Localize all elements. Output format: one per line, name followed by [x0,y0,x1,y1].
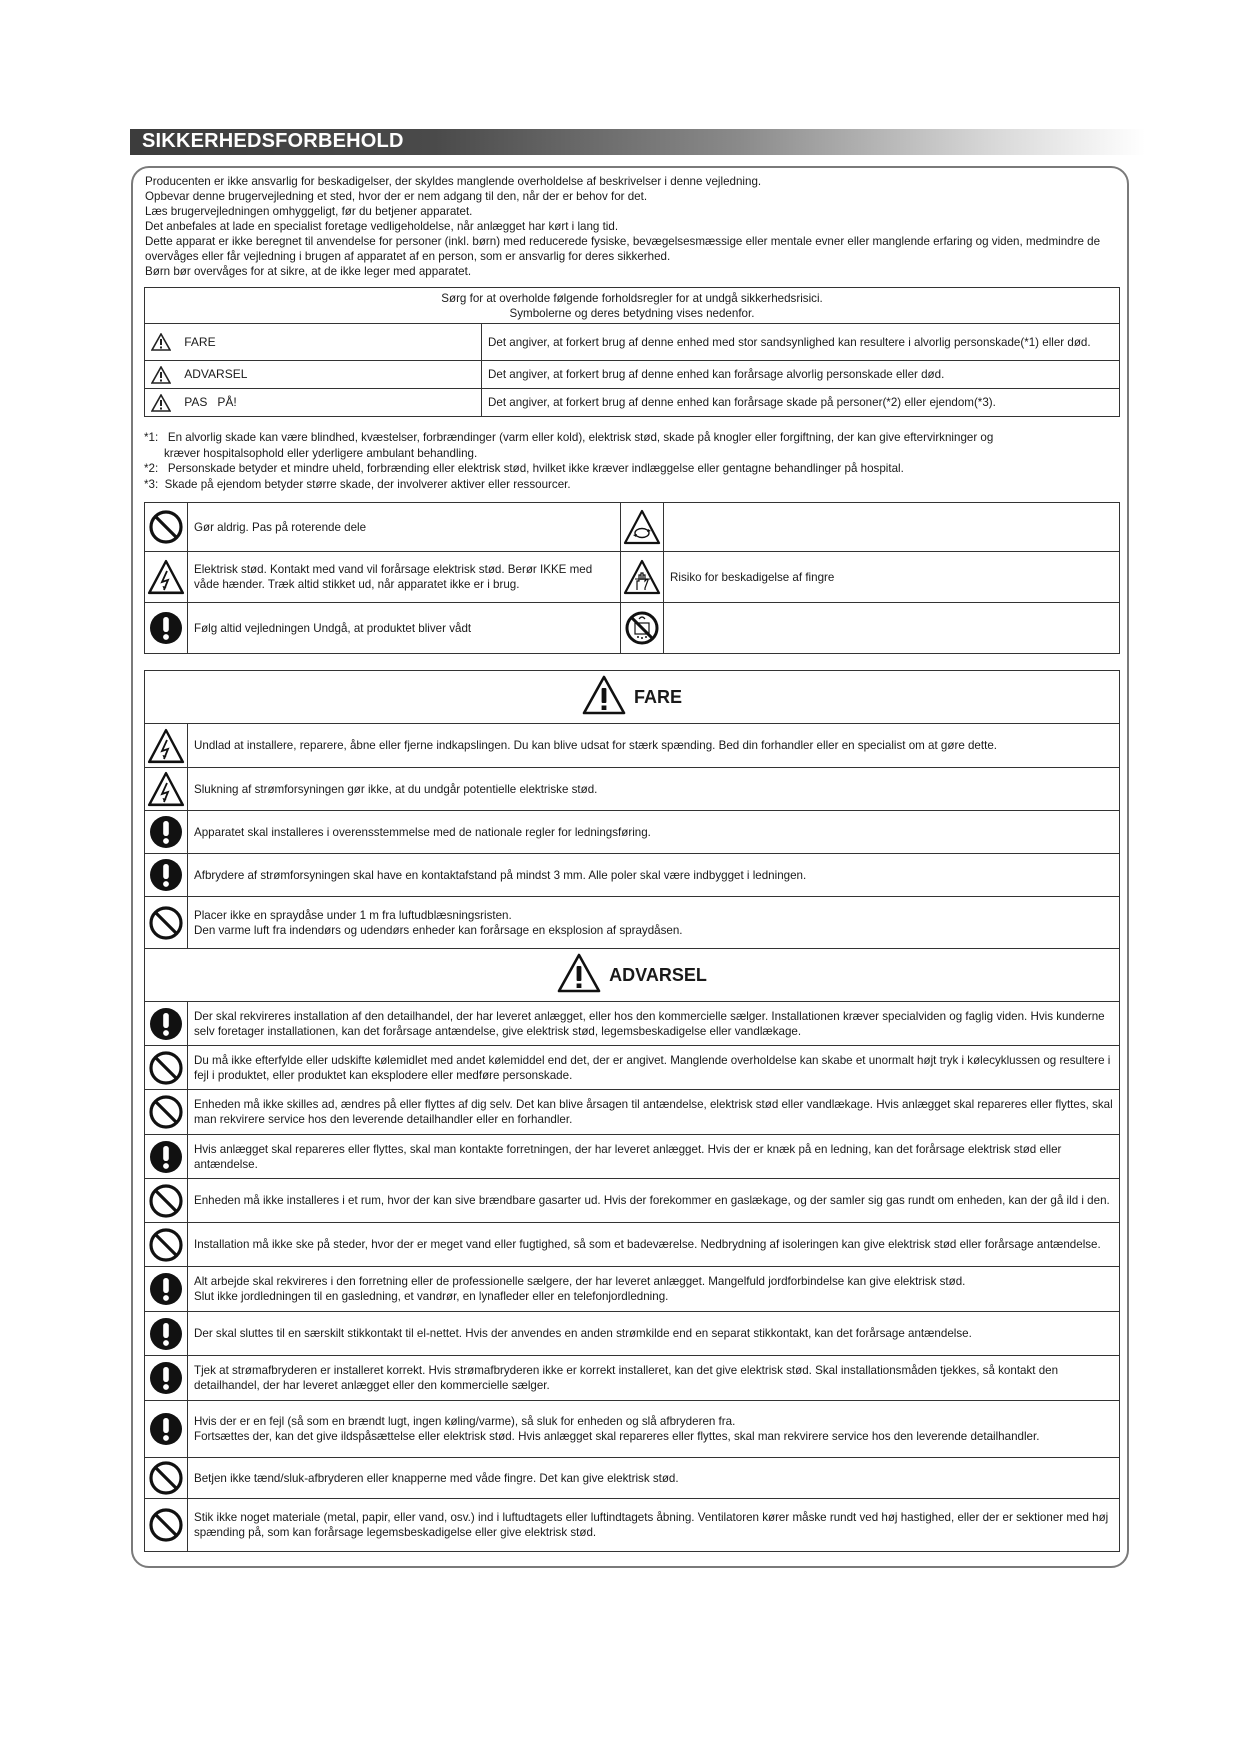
icon-cell [145,897,188,949]
table-row [145,1312,1120,1356]
icon-cell [145,1267,188,1312]
footnote: *1: En alvorlig skade kan være blindhed, kvæstelser, forbrændinger (varm eller kold), elektrisk stød, skade på knogler eller forgiftning, der kan give eftervirkninger og [144,431,994,444]
prohibition-icon [145,905,187,941]
warnings-table [144,670,1120,1552]
legend-text [664,603,1120,654]
icon-cell [145,552,188,603]
table-row [145,768,1120,811]
icon-cell [145,1356,188,1401]
warning-text: Enheden må ikke installeres i et rum, hvor der kan sive brændbare gasarter ud. Hvis der forekommer en gaslækage, og der samler sig gas rundt om enheden, kan der gå ild i den. [188,1179,1120,1223]
icon-cell [145,1090,188,1135]
prohibition-icon [145,1050,187,1086]
warning-text: Tjek at strømafbryderen er installeret korrekt. Hvis strømafbryderen ikke er korrekt installeret, kan det give elektrisk stød. Skal installationsmåden tjekkes, så kontakt den detailhandel, der har leveret anlægget eller den kommercielle sælger. [188,1356,1120,1401]
icon-cell [145,1223,188,1267]
table-row [145,724,1120,768]
mandatory-icon [145,814,187,850]
table-row [145,811,1120,854]
icon-cell [621,503,664,552]
warning-text: Slukning af strømforsyningen gør ikke, at du undgår potentielle elektriske stød. [188,768,1120,811]
table-row [145,854,1120,897]
warning-text: Betjen ikke tænd/sluk-afbryderen eller knapperne med våde fingre. Det kan give elektrisk stød. [188,1458,1120,1499]
fare-header [145,671,1120,724]
intro-line: Dette apparat er ikke beregnet til anvendelse for personer (inkl. børn) med reducerede fysiske, bevægelsesmæssige eller mentale evner eller manglende erfaring og viden, medmindre de overvåges eller får vejledning i brugen af apparatet af en person, som er ansvarlig for deres sikkerhed. [145,235,1101,263]
symbol-desc: Det angiver, at forkert brug af denne enhed med stor sandsynlighed kan resultere i alvorlig personskade(*1) eller død. [482,324,1120,361]
warning-triangle-icon [151,366,171,384]
table-row [145,1002,1120,1046]
electric-shock-icon [145,771,187,807]
legend-text: Elektrisk stød. Kontakt med vand vil forårsage elektrisk stød. Berør IKKE med våde hænder. Træk altid stikket ud, når apparatet ikke er i brug. [188,552,621,603]
warning-text: Du må ikke efterfylde eller udskifte kølemidlet med andet kølemiddel end det, der er angivet. Manglende overholdelse kan skabe et unormalt højt tryk i kølecyklussen og resultere i fejl i produktet, eller produktet kan eksplodere eller medføre personskade. [188,1046,1120,1090]
icon-cell [145,1312,188,1356]
warning-text: Der skal sluttes til en særskilt stikkontakt til el-nettet. Hvis der anvendes en anden strømkilde end en separat stikkontakt, kan det forårsage antændelse. [188,1312,1120,1356]
icon-cell [621,552,664,603]
prohibition-icon [145,1227,187,1263]
table-row [145,1135,1120,1179]
table-row [145,897,1120,949]
section-title: SIKKERHEDSFORBEHOLD [142,130,404,152]
warning-text: Hvis der er en fejl (så som en brændt lugt, ingen køling/varme), så sluk for enheden og slå afbryderen fra. Fortsættes der, kan det give ildspåsættelse eller elektrisk stød. Hvis anlægget skal repareres eller flyttes, skal man rekvirere service hos den leverende detailhandler. [188,1401,1120,1458]
warning-text: Alt arbejde skal rekvireres i den forretning eller de professionelle sælgere, der har leveret anlægget. Mangelfuld jordforbindelse kan give elektrisk stød. Slut ikke jordledningen til en gasledning, et vandrør, en lynafleder eller en telefonjordledning. [188,1267,1120,1312]
warning-text: Placer ikke en spraydåse under 1 m fra luftudblæsningsristen. Den varme luft fra indendørs og udendørs enheder kan forårsage en eksplosion af spraydåsen. [188,897,1120,949]
intro-line: Læs brugervejledningen omhyggeligt, før du betjener apparatet. [145,205,473,218]
table-row [145,1401,1120,1458]
mandatory-icon [145,857,187,893]
icon-cell [145,1046,188,1090]
table-row [145,1090,1120,1135]
icon-cell [145,1179,188,1223]
prohibition-icon [145,1183,187,1219]
footnotes [144,430,1124,492]
intro-line: Producenten er ikke ansvarlig for beskadigelser, der skyldes manglende overholdelse af beskrivelser i denne vejledning. [145,175,762,188]
icon-cell [145,603,188,654]
warning-text: Apparatet skal installeres i overensstemmelse med de nationale regler for ledningsføring. [188,811,1120,854]
section-header-bar [130,129,1145,155]
icon-cell [145,1401,188,1458]
icon-legend-table [144,502,1120,654]
advarsel-title: ADVARSEL [609,964,707,985]
advarsel-header [145,949,1120,1002]
intro-line: Opbevar denne brugervejledning et sted, hvor der er nem adgang til den, når der er behov for det. [145,190,648,203]
symbol-header-line: Sørg for at overholde følgende forholdsregler for at undgå sikkerhedsrisici. [441,291,823,305]
table-row [145,1046,1120,1090]
legend-text: Gør aldrig. Pas på roterende dele [188,503,621,552]
symbol-desc: Det angiver, at forkert brug af denne enhed kan forårsage alvorlig personskade eller død. [482,361,1120,389]
symbol-label-pas-paa: PAS PÅ! [145,389,482,417]
icon-cell [145,811,188,854]
icon-cell [145,1135,188,1179]
warning-triangle-icon [557,953,601,997]
table-row [145,1499,1120,1552]
symbol-table-header [145,288,1120,324]
legend-text [664,503,1120,552]
electric-shock-icon [145,728,187,764]
symbol-label-advarsel: ADVARSEL [145,361,482,389]
warning-text: Der skal rekvireres installation af den detailhandel, der har leveret anlægget, eller hos den kommercielle sælger. Installationen kræver specialviden og faglig viden. Hvis kunderne selv foretager installationen, kan det forårsage antændelse, give elektrisk stød, legemsbeskadigelse eller vandlækage. [188,1002,1120,1046]
no-water-icon [621,610,663,646]
table-row [145,1179,1120,1223]
legend-text: Følg altid vejledningen Undgå, at produktet bliver vådt [188,603,621,654]
table-row [145,1267,1120,1312]
icon-cell [145,503,188,552]
fare-header-row [145,671,1120,724]
icon-cell [145,768,188,811]
mandatory-icon [145,1139,187,1175]
warning-triangle-icon [151,394,171,412]
legend-text: Risiko for beskadigelse af fingre [664,552,1120,603]
warning-text: Stik ikke noget materiale (metal, papir, eller vand, osv.) ind i luftudtagets eller luftindtagets åbning. Ventilatoren kører måske rundt ved høj hastighed, eller der er sektioner med høj spænding på, som kan forårsage legemsbeskadigelse eller give elektrisk stød. [188,1499,1120,1552]
mandatory-icon [145,610,187,646]
mandatory-icon [145,1316,187,1352]
symbol-header-line: Symbolerne og deres betydning vises nedenfor. [509,306,755,320]
footnote: *2: Personskade betyder et mindre uheld, forbrænding eller elektrisk stød, hvilket ikke kræver indlæggelse eller gentagne behandlinger på hospital. [144,462,904,475]
warning-text: Afbrydere af strømforsyningen skal have en kontaktafstand på mindst 3 mm. Alle poler skal være indbygget i ledningen. [188,854,1120,897]
footnote: *3: Skade på ejendom betyder større skade, der involverer aktiver eller ressourcer. [144,477,571,491]
mandatory-icon [145,1271,187,1307]
electric-shock-icon [145,559,187,595]
intro-line: Børn bør overvåges for at sikre, at de ikke leger med apparatet. [145,265,472,278]
symbol-meaning-table [144,287,1120,417]
icon-cell [145,1002,188,1046]
icon-cell [145,854,188,897]
icon-cell [145,1458,188,1499]
intro-text [145,174,1130,279]
table-row [145,1356,1120,1401]
prohibition-icon [145,1460,187,1496]
intro-line: Det anbefales at lade en specialist foretage vedligeholdelse, når anlægget har kørt i lang tid. [145,220,619,233]
warning-triangle-icon [151,333,171,351]
finger-injury-icon [621,559,663,595]
prohibition-icon [145,1507,187,1543]
warning-text: Installation må ikke ske på steder, hvor der er meget vand eller fugtighed, så som et badeværelse. Nedbrydning af isoleringen kan give elektrisk stød eller forårsage antændelse. [188,1223,1120,1267]
icon-cell [145,1499,188,1552]
mandatory-icon [145,1360,187,1396]
table-row [145,1458,1120,1499]
prohibition-icon [145,1094,187,1130]
symbol-label-fare: FARE [145,324,482,361]
advarsel-header-row [145,949,1120,1002]
symbol-desc: Det angiver, at forkert brug af denne enhed kan forårsage skade på personer(*2) eller ejendom(*3). [482,389,1120,417]
warning-text: Undlad at installere, reparere, åbne eller fjerne indkapslingen. Du kan blive udsat for stærk spænding. Bed din forhandler eller en specialist om at gøre dette. [188,724,1120,768]
table-row [145,1223,1120,1267]
warning-triangle-icon [582,675,626,719]
warning-text: Enheden må ikke skilles ad, ændres på eller flyttes af dig selv. Det kan blive årsagen til antændelse, elektrisk stød eller vandlækage. Hvis anlægget skal repareres eller flyttes, skal man rekvirere service hos den leverende detailhandler eller en forhandler. [188,1090,1120,1135]
fare-title: FARE [633,686,682,707]
prohibition-icon [145,509,187,545]
icon-cell [621,603,664,654]
footnote: kræver hospitalsophold eller yderligere ambulant behandling. [164,446,478,460]
mandatory-icon [145,1411,187,1447]
rotating-parts-warning-icon [621,509,663,545]
warning-text: Hvis anlægget skal repareres eller flyttes, skal man kontakte forretningen, der har leveret anlægget. Hvis der er knæk på en ledning, kan det forårsage elektrisk stød eller antændelse. [188,1135,1120,1179]
mandatory-icon [145,1006,187,1042]
icon-cell [145,724,188,768]
